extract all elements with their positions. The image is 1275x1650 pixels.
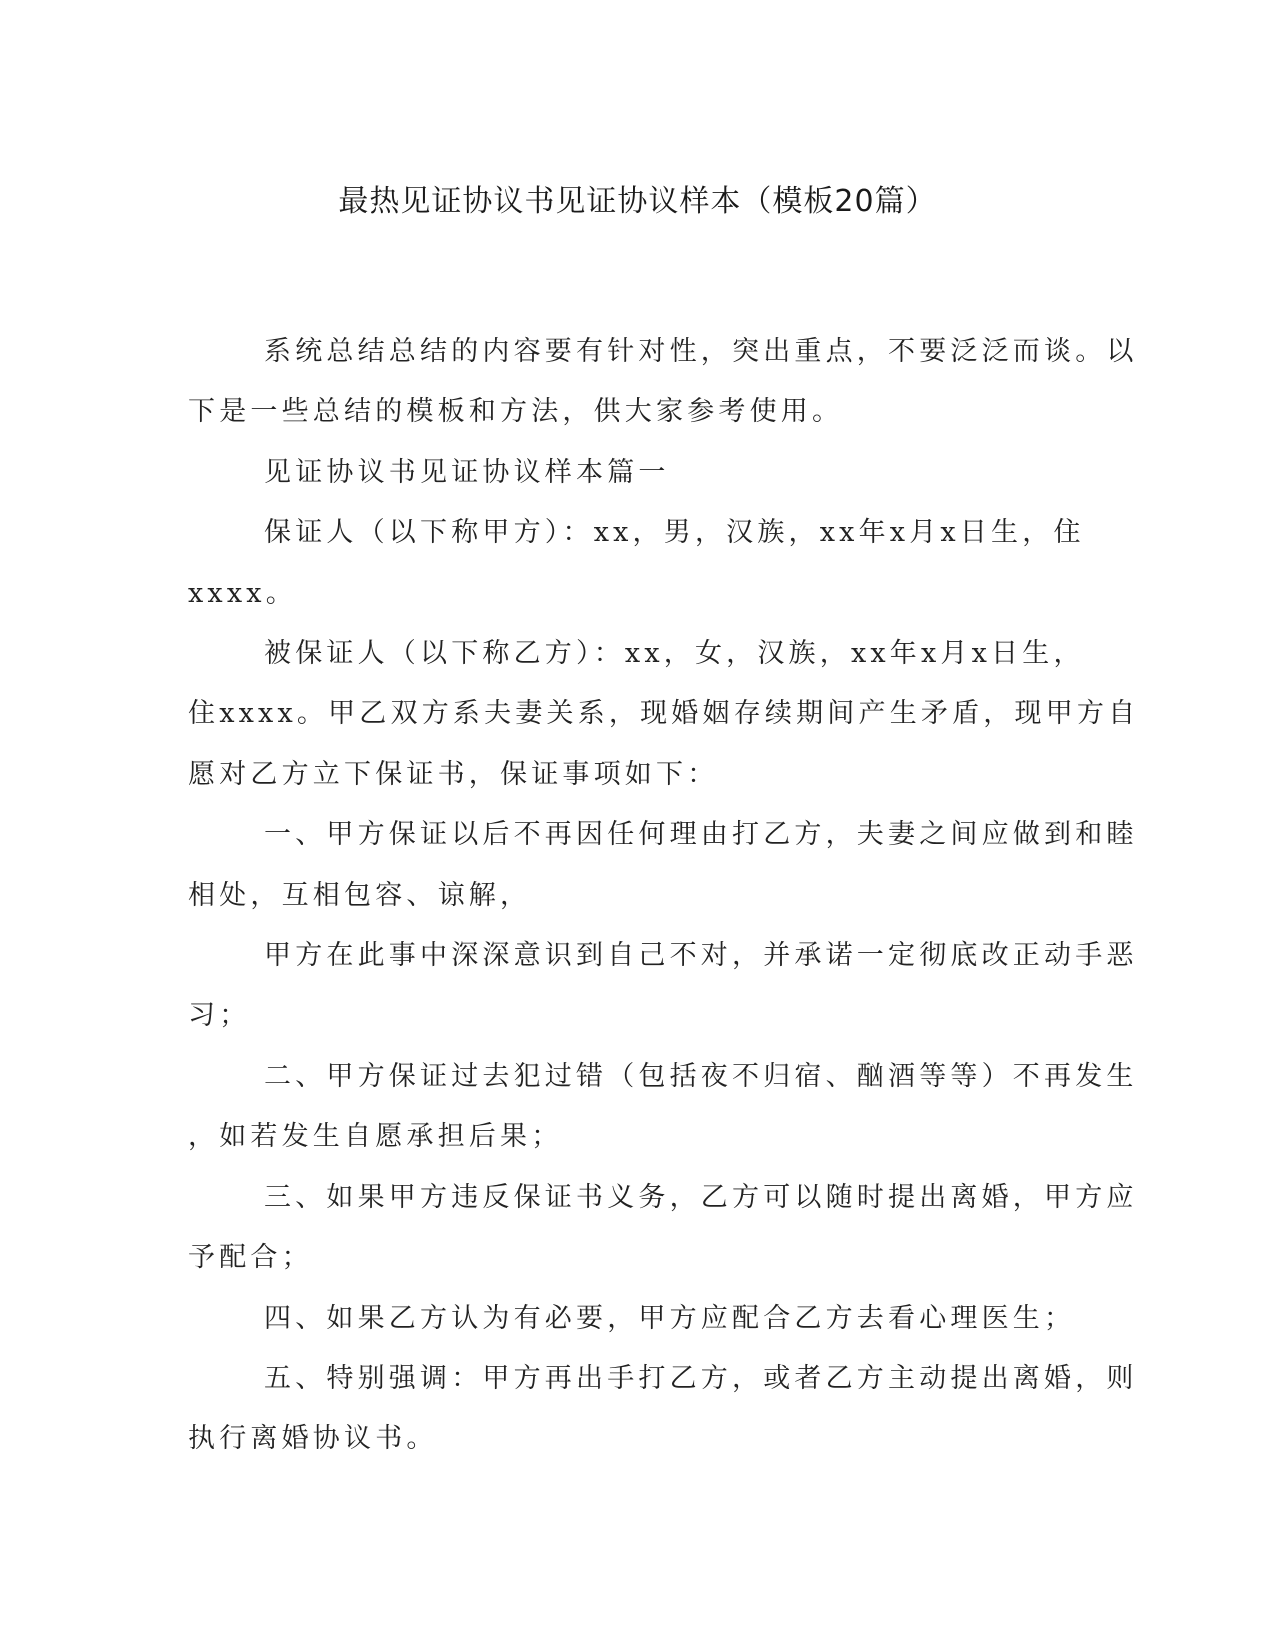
- paragraph-9: [188, 1289, 1078, 1349]
- paragraph-line: 住xxxx。甲乙双方系夫妻关系，现婚姻存续期间产生矛盾，现甲方自: [188, 698, 1140, 730]
- paragraph-4: [188, 624, 1140, 805]
- paragraph-5: [188, 805, 1138, 926]
- paragraph-3: [188, 503, 1085, 624]
- document-title: 最热见证协议书见证协议样本（模板20篇）: [338, 184, 937, 219]
- paragraph-line: 甲方在此事中深深意识到自己不对，并承诺一定彻底改正动手恶: [264, 940, 1138, 972]
- paragraph-8: [188, 1168, 1138, 1289]
- paragraph-line: 相处，互相包容、谅解，: [188, 879, 532, 911]
- paragraph-line: 见证协议书见证协议样本篇一: [264, 456, 670, 488]
- paragraph-line: 系统总结总结的内容要有针对性，突出重点，不要泛泛而谈。以: [264, 336, 1138, 367]
- paragraph-line: 一、甲方保证以后不再因任何理由打乙方，夫妻之间应做到和睦: [264, 819, 1138, 851]
- document-body: [188, 322, 1140, 1470]
- paragraph-line: 执行离婚协议书。: [188, 1423, 438, 1455]
- paragraph-10: [188, 1349, 1138, 1470]
- paragraph-line: 保证人（以下称甲方）：xx，男，汉族，xx年x月x日生，住: [264, 517, 1085, 549]
- paragraph-line: ，如若发生自愿承担后果；: [188, 1121, 563, 1153]
- paragraph-line: 二、甲方保证过去犯过错（包括夜不归宿、酗酒等等）不再发生: [264, 1060, 1138, 1092]
- paragraph-7: [188, 1047, 1138, 1168]
- paragraph-line: xxxx。: [188, 577, 297, 609]
- paragraph-line: 习；: [188, 1000, 251, 1032]
- paragraph-line: 被保证人（以下称乙方）：xx，女，汉族，xx年x月x日生，: [264, 638, 1085, 670]
- paragraph-line: 愿对乙方立下保证书，保证事项如下：: [188, 758, 719, 790]
- paragraph-line: 五、特别强调：甲方再出手打乙方，或者乙方主动提出离婚，则: [264, 1362, 1138, 1394]
- paragraph-2: [188, 443, 1078, 503]
- paragraph-1: [188, 322, 1138, 443]
- paragraph-line: 三、如果甲方违反保证书义务，乙方可以随时提出离婚，甲方应: [264, 1181, 1138, 1213]
- paragraph-6: [188, 926, 1138, 1047]
- paragraph-line: 予配合；: [188, 1242, 313, 1274]
- paragraph-line: 四、如果乙方认为有必要，甲方应配合乙方去看心理医生；: [264, 1302, 1076, 1334]
- paragraph-line: 下是一些总结的模板和方法，供大家参考使用。: [188, 396, 844, 428]
